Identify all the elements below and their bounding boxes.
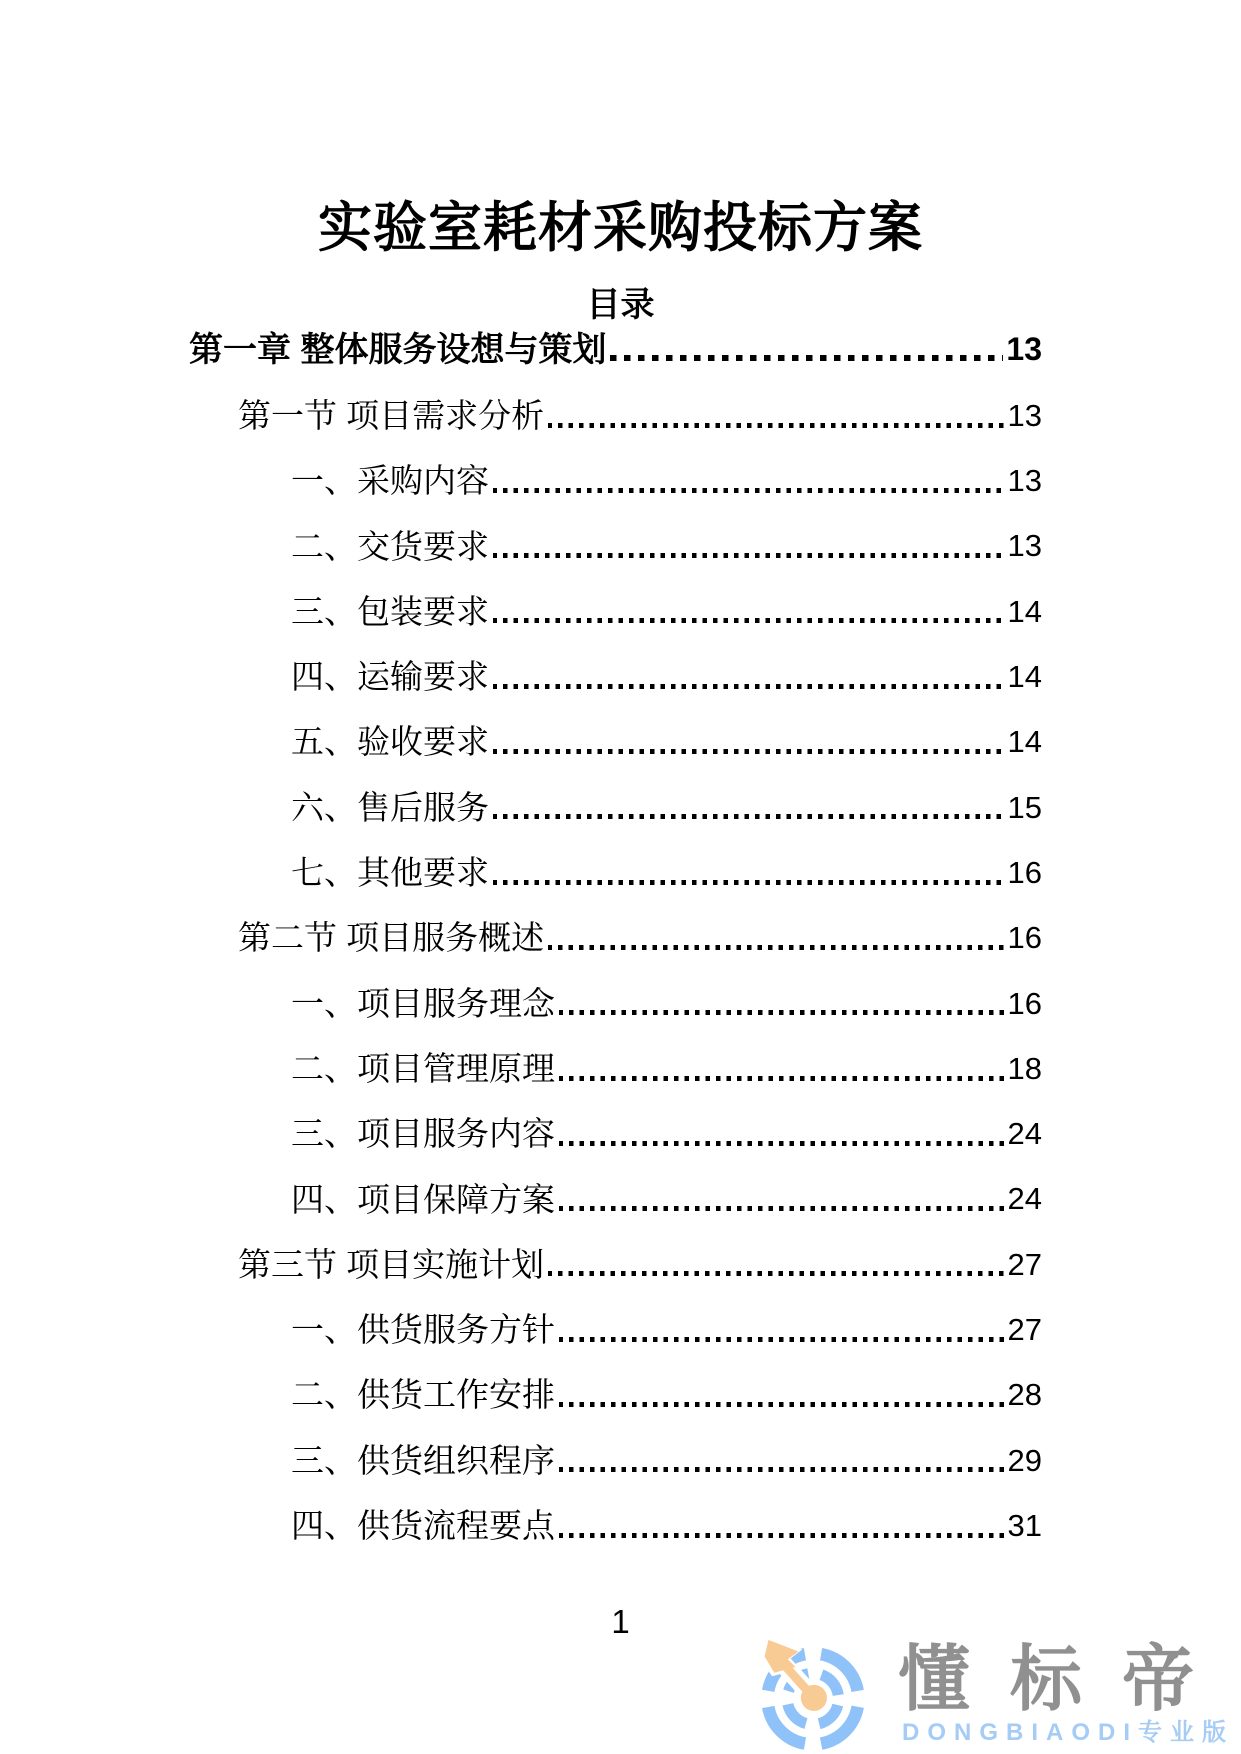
toc-row[interactable] xyxy=(189,1152,1042,1217)
dot-leader xyxy=(559,1467,1005,1472)
dot-leader xyxy=(559,1141,1005,1146)
dot-leader xyxy=(610,355,1003,361)
dot-leader xyxy=(493,880,1005,885)
toc-entry-label: 二、供货工作安排 xyxy=(291,1376,555,1414)
toc-entry-label: 一、采购内容 xyxy=(291,462,489,500)
toc-entry-page: 15 xyxy=(1007,789,1042,825)
document-title: 实验室耗材采购投标方案 xyxy=(318,198,923,259)
toc-row[interactable] xyxy=(189,695,1042,760)
toc-heading: 目录 xyxy=(586,286,655,325)
toc-entry-page: 28 xyxy=(1007,1377,1042,1413)
toc-entry-label: 第二节 项目服务概述 xyxy=(238,919,545,957)
toc-row[interactable] xyxy=(189,303,1042,368)
toc-entry-page: 24 xyxy=(1007,1181,1042,1217)
toc-row[interactable] xyxy=(189,956,1042,1021)
toc-row[interactable] xyxy=(189,434,1042,499)
toc-entry-page: 31 xyxy=(1007,1507,1042,1543)
dot-leader xyxy=(493,684,1005,689)
dot-leader xyxy=(559,1402,1005,1407)
toc-entry-label: 三、包装要求 xyxy=(291,592,489,630)
toc-entry-label: 第一章 整体服务设想与策划 xyxy=(189,330,607,369)
target-dart-logo-icon xyxy=(753,1637,869,1753)
toc-row[interactable] xyxy=(189,1413,1042,1478)
toc-entry-label: 四、供货流程要点 xyxy=(291,1507,555,1545)
dot-leader xyxy=(493,553,1005,558)
toc-entry-label: 四、运输要求 xyxy=(291,658,489,696)
toc-entry-label: 六、售后服务 xyxy=(291,788,489,826)
toc-row[interactable] xyxy=(189,1217,1042,1282)
toc-row[interactable] xyxy=(189,1348,1042,1413)
toc-entry-label: 第一节 项目需求分析 xyxy=(238,396,545,434)
watermark xyxy=(740,1628,1241,1754)
toc-row[interactable] xyxy=(189,1282,1042,1347)
dot-leader xyxy=(559,1206,1005,1211)
toc-entry-page: 13 xyxy=(1007,463,1042,499)
toc-row[interactable] xyxy=(189,499,1042,564)
toc-entry-page: 16 xyxy=(1007,854,1042,890)
dot-leader xyxy=(493,814,1005,819)
dot-leader xyxy=(493,749,1005,754)
page-number: 1 xyxy=(611,1603,630,1640)
dot-leader xyxy=(559,1533,1005,1538)
toc-entry-page: 27 xyxy=(1007,1312,1042,1348)
toc-entry-page: 14 xyxy=(1007,724,1042,760)
toc-entry-page: 16 xyxy=(1007,920,1042,956)
dot-leader xyxy=(559,1076,1005,1081)
dot-leader xyxy=(493,488,1005,493)
watermark-brand-subtext: DONGBIAODI专业版 xyxy=(902,1719,1234,1746)
toc-entry-page: 16 xyxy=(1007,985,1042,1021)
toc-entry-label: 七、其他要求 xyxy=(291,854,489,892)
dot-leader xyxy=(559,1337,1005,1342)
dot-leader xyxy=(548,945,1004,950)
toc-row[interactable] xyxy=(189,629,1042,694)
toc-entry-label: 第三节 项目实施计划 xyxy=(238,1245,545,1283)
dot-leader xyxy=(548,423,1004,428)
toc-entry-label: 一、项目服务理念 xyxy=(291,984,555,1022)
toc-entry-label: 五、验收要求 xyxy=(291,723,489,761)
toc-row[interactable] xyxy=(189,1087,1042,1152)
toc-entry-page: 13 xyxy=(1007,528,1042,564)
toc-entry-page: 24 xyxy=(1007,1116,1042,1152)
toc-entry-label: 三、项目服务内容 xyxy=(291,1115,555,1153)
toc-row[interactable] xyxy=(189,368,1042,433)
dot-leader xyxy=(493,618,1005,623)
table-of-contents xyxy=(189,303,1042,1544)
toc-entry-label: 三、供货组织程序 xyxy=(291,1441,555,1479)
toc-entry-label: 二、项目管理原理 xyxy=(291,1049,555,1087)
toc-entry-page: 29 xyxy=(1007,1442,1042,1478)
toc-row[interactable] xyxy=(189,564,1042,629)
toc-row[interactable] xyxy=(189,1478,1042,1543)
toc-entry-page: 18 xyxy=(1007,1050,1042,1086)
dot-leader xyxy=(548,1271,1004,1276)
toc-row[interactable] xyxy=(189,825,1042,890)
toc-entry-page: 13 xyxy=(1006,331,1042,368)
toc-entry-page: 27 xyxy=(1007,1246,1042,1282)
toc-entry-label: 二、交货要求 xyxy=(291,527,489,565)
toc-entry-label: 一、供货服务方针 xyxy=(291,1311,555,1349)
toc-row[interactable] xyxy=(189,1021,1042,1086)
watermark-brand-name: 懂标帝 xyxy=(898,1640,1235,1720)
toc-entry-page: 13 xyxy=(1007,397,1042,433)
toc-row[interactable] xyxy=(189,891,1042,956)
toc-entry-page: 14 xyxy=(1007,593,1042,629)
toc-row[interactable] xyxy=(189,760,1042,825)
toc-entry-page: 14 xyxy=(1007,659,1042,695)
dot-leader xyxy=(559,1010,1005,1015)
toc-entry-label: 四、项目保障方案 xyxy=(291,1180,555,1218)
